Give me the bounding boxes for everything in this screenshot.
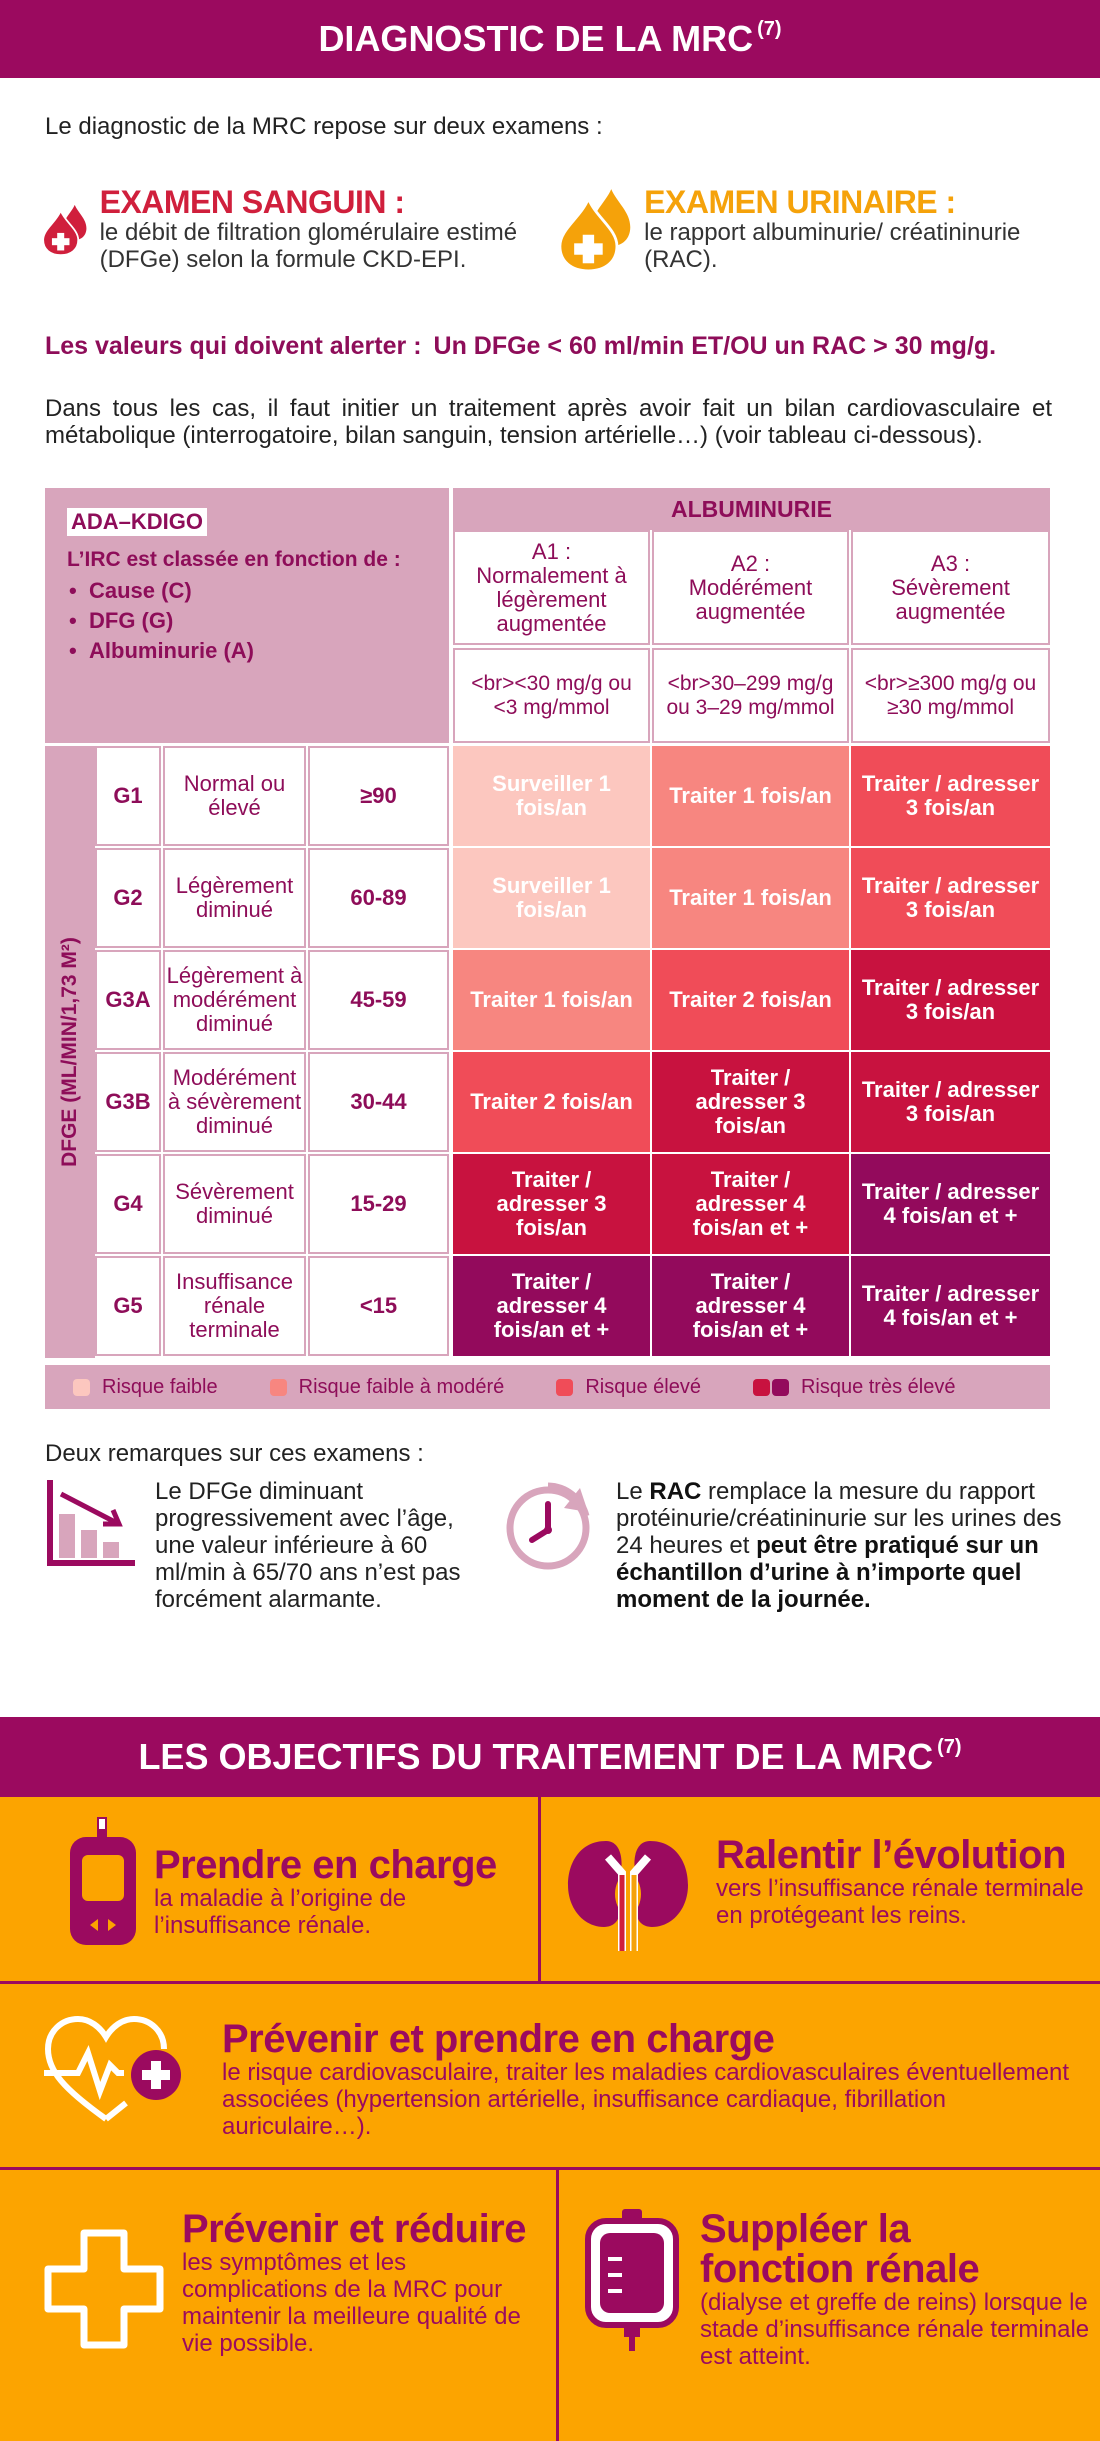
- risk-cell: Traiter / adresser 3 fois/an: [453, 1154, 650, 1254]
- section-title-text: LES OBJECTIFS DU TRAITEMENT DE LA MRC: [138, 1736, 934, 1777]
- risk-cell: Traiter 2 fois/an: [453, 1052, 650, 1152]
- remarks-title: Deux remarques sur ces examens :: [45, 1440, 424, 1467]
- objective-title: Prévenir et réduire: [182, 2207, 526, 2251]
- source-badge: ADA–KDIGO: [67, 508, 207, 536]
- exam-blood-desc: le débit de filtration glomérulaire estimé (DFGe) selon la formule CKD-EPI.: [99, 219, 518, 273]
- row-grade: G1: [95, 746, 161, 846]
- section-title-diagnostic: [0, 0, 1100, 78]
- heart-health-icon: [44, 2015, 184, 2127]
- objective-title: Ralentir l’évolution: [716, 1833, 1067, 1877]
- exam-urine-desc: le rapport albuminurie/ créatininurie (RAC).: [644, 219, 1021, 273]
- column-header-a2: [652, 530, 849, 645]
- row-range: 45-59: [308, 950, 449, 1050]
- row-grade: G4: [95, 1154, 161, 1254]
- objective-desc: les symptômes et les complications de la MRC pour maintenir la meilleure qualité de vie possible.: [182, 2249, 521, 2357]
- glucose-meter-icon: [66, 1817, 140, 1952]
- column-code: A1 :: [531, 538, 572, 564]
- column-code: A3 :: [930, 550, 971, 576]
- divider: [538, 1797, 541, 1981]
- row-range: 30-44: [308, 1052, 449, 1152]
- legend-swatch: [753, 1379, 770, 1396]
- alert-label: Les valeurs qui doivent alerter :: [45, 332, 422, 360]
- divider: [556, 2170, 559, 2441]
- row-label: Sévèrement diminué: [163, 1154, 306, 1254]
- row-label: Légèrement diminué: [163, 848, 306, 948]
- row-range: ≥90: [308, 746, 449, 846]
- legend-swatch: [73, 1379, 90, 1396]
- column-code: A2 :: [730, 550, 771, 576]
- legend-label: Risque faible à modéré: [298, 1375, 505, 1398]
- blood-drop-icon: [42, 185, 88, 275]
- section-ref: (7): [937, 1735, 962, 1758]
- risk-cell: Traiter / adresser 3 fois/an: [652, 1052, 849, 1152]
- divider: [0, 1981, 1100, 1984]
- remark-text-bold: RAC: [649, 1478, 702, 1505]
- column-label: Modérément augmentée: [688, 574, 813, 624]
- dfge-axis-text: DFGE (ML/MIN/1,73 M²): [58, 937, 81, 1167]
- risk-cell: Surveiller 1 fois/an: [453, 746, 650, 846]
- row-grade: G5: [95, 1256, 161, 1356]
- risk-cell: Traiter 1 fois/an: [652, 746, 849, 846]
- classification-title: L’IRC est classée en fonction de :: [67, 548, 401, 571]
- declining-chart-icon: [45, 1478, 137, 1568]
- objective-title: Prendre en charge: [154, 1843, 497, 1887]
- criteria-item: • Cause (C): [67, 576, 192, 606]
- legend-item: [753, 1376, 956, 1399]
- risk-cell: Traiter / adresser 4 fois/an et +: [851, 1256, 1050, 1356]
- remark-text-part: Le: [616, 1478, 650, 1505]
- ckd-classification-table: [45, 488, 1050, 1358]
- row-range: 15-29: [308, 1154, 449, 1254]
- exam-urine: [558, 185, 1078, 275]
- objective-desc: le risque cardiovasculaire, traiter les maladies cardiovasculaires éventuellement associées (hypertension artérielle, insuffisance cardiaque, fibrillation auriculaire…).: [222, 2059, 1070, 2140]
- legend-label: Risque très élevé: [800, 1375, 956, 1398]
- row-label: Normal ou élevé: [163, 746, 306, 846]
- objective-cardiovascular: [44, 2015, 1084, 2140]
- risk-cell: Traiter / adresser 3 fois/an: [851, 950, 1050, 1050]
- legend-item: [270, 1376, 505, 1399]
- remark-text-bold: peut être pratiqué sur un échantillon d’urine à n’importe quel moment de la journée.: [616, 1532, 1039, 1613]
- legend-item: [556, 1376, 701, 1399]
- risk-cell: Traiter / adresser 4 fois/an et +: [652, 1154, 849, 1254]
- risk-cell: Traiter 1 fois/an: [652, 848, 849, 948]
- intro-text: Le diagnostic de la MRC repose sur deux examens :: [45, 113, 603, 140]
- divider: [0, 2167, 1100, 2170]
- legend-label: Risque élevé: [585, 1375, 701, 1398]
- dialysis-bag-icon: [584, 2209, 680, 2351]
- clock-icon: [502, 1478, 598, 1574]
- objective-reduce-symptoms: [44, 2209, 554, 2357]
- dfge-axis-label: [45, 746, 95, 1358]
- column-value-a2: <br>30–299 mg/g ou 3–29 mg/mmol: [652, 648, 849, 743]
- column-value-a3: <br>≥300 mg/g ou ≥30 mg/mmol: [851, 648, 1050, 743]
- remark-text-part: remplace la mesure du rapport protéinurie/créatininurie sur les urines des 24 heures et: [616, 1478, 1062, 1559]
- remark-dfge-text: Le DFGe diminuant progressivement avec l’âge, une valeur inférieure à 60 ml/min à 65/70 ans n’est pas forcément alarmante.: [155, 1478, 461, 1613]
- objective-title: Suppléer la fonction rénale: [700, 2207, 980, 2291]
- section-title-objectives: [0, 1717, 1100, 1797]
- objective-desc: (dialyse et greffe de reins) lorsque le stade d’insuffisance rénale terminale est atteint.: [700, 2289, 1090, 2370]
- row-grade: G3A: [95, 950, 161, 1050]
- exam-urine-title: EXAMEN URINAIRE :: [644, 184, 956, 220]
- risk-cell: Traiter / adresser 4 fois/an et +: [851, 1154, 1050, 1254]
- legend-swatch: [772, 1379, 789, 1396]
- risk-cell: Traiter / adresser 3 fois/an: [851, 746, 1050, 846]
- column-header-a3: [851, 530, 1050, 645]
- alert-values: [45, 332, 1055, 360]
- row-range: <15: [308, 1256, 449, 1356]
- risk-cell: Traiter / adresser 4 fois/an et +: [652, 1256, 849, 1356]
- remark-rac-text: [616, 1478, 1062, 1613]
- objectives-grid: [0, 1797, 1100, 2441]
- risk-legend: [45, 1365, 1050, 1409]
- row-label: Légèrement à modérément diminué: [163, 950, 306, 1050]
- legend-item: [73, 1376, 218, 1399]
- column-label: Sévèrement augmentée: [891, 574, 1010, 624]
- objective-slow-progression: [566, 1835, 1086, 1953]
- column-header-a1: [453, 530, 650, 645]
- exam-blood-title: EXAMEN SANGUIN :: [99, 184, 405, 220]
- legend-swatch: [556, 1379, 573, 1396]
- albuminuria-header: ALBUMINURIE: [453, 488, 1050, 530]
- legend-swatch: [270, 1379, 287, 1396]
- row-label: Modérément à sévèrement diminué: [163, 1052, 306, 1152]
- row-label: Insuffisance rénale terminale: [163, 1256, 306, 1356]
- alert-value: Un DFGe < 60 ml/min ET/OU un RAC > 30 mg/g.: [433, 332, 997, 360]
- objective-replace-kidney: [584, 2209, 1094, 2370]
- objective-desc: vers l’insuffisance rénale terminale en protégeant les reins.: [716, 1875, 1084, 1929]
- risk-cell: Traiter 2 fois/an: [652, 950, 849, 1050]
- urine-drop-icon: [558, 185, 632, 275]
- row-grade: G2: [95, 848, 161, 948]
- risk-cell: Traiter / adresser 3 fois/an: [851, 1052, 1050, 1152]
- risk-cell: Traiter / adresser 3 fois/an: [851, 848, 1050, 948]
- criteria-item: • Albuminurie (A): [67, 636, 254, 666]
- classification-header: [45, 488, 449, 743]
- criteria-item: • DFG (G): [67, 606, 173, 636]
- risk-cell: Traiter / adresser 4 fois/an et +: [453, 1256, 650, 1356]
- row-grade: G3B: [95, 1052, 161, 1152]
- row-range: 60-89: [308, 848, 449, 948]
- remark-rac: [502, 1478, 1062, 1613]
- legend-label: Risque faible: [102, 1375, 218, 1398]
- objective-title: Prévenir et prendre en charge: [222, 2017, 775, 2061]
- column-label: Normalement à légèrement augmentée: [476, 562, 627, 636]
- section-title-text: DIAGNOSTIC DE LA MRC: [318, 18, 754, 59]
- risk-cell: Traiter 1 fois/an: [453, 950, 650, 1050]
- risk-cell: Surveiller 1 fois/an: [453, 848, 650, 948]
- kidneys-icon: [566, 1835, 690, 1953]
- objective-treat-cause: [66, 1817, 526, 1952]
- section-ref: (7): [757, 17, 782, 40]
- treatment-paragraph: Dans tous les cas, il faut initier un traitement après avoir fait un bilan cardiovasculaire et métabolique (interrogatoire, bilan sanguin, tension artérielle…) (voir tableau ci-dessous).: [45, 395, 1052, 449]
- exam-blood: [42, 185, 562, 275]
- objective-desc: la maladie à l’origine de l’insuffisance rénale.: [154, 1885, 407, 1939]
- medical-cross-icon: [44, 2229, 164, 2349]
- column-value-a1: <br><30 mg/g ou <3 mg/mmol: [453, 648, 650, 743]
- remark-dfge: [45, 1478, 485, 1613]
